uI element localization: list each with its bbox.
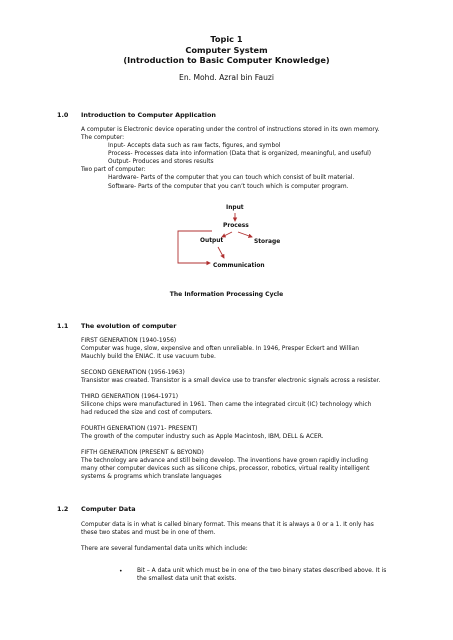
gen3-text-line2: had reduced the size and cost of computers. [81, 410, 213, 416]
gen1-text-line1: Computer was huge, slow, expensive and often unreliable. In 1946, Presper Eckert and Willian [81, 346, 359, 352]
gen4-text-line1: The growth of the computer industry such as Apple Macintosh, IBM, DELL & ACER. [81, 434, 324, 440]
gen5-text-line2: many other computer devices such as silicone chips, processor, robotics, virtual reality intelligent [81, 466, 370, 472]
diagram-storage-label: Storage [254, 239, 281, 245]
section-number-1-2: 1.2 [57, 505, 69, 513]
diagram-process-label: Process [223, 223, 249, 229]
gen1-text-line2: Mauchly build the ENIAC. It use vacuum tube. [81, 354, 216, 360]
author-name: En. Mohd. Azral bin Fauzi [179, 73, 274, 82]
gen2-text-line1: Transistor was created. Transistor is a small device use to transfer electronic signals across a resister. [81, 378, 381, 384]
process-to-output-arrow [222, 232, 232, 237]
section-title-1-1: The evolution of computer [81, 322, 177, 330]
gen1-heading: FIRST GENERATION (1940-1956) [81, 338, 177, 344]
diagram-caption: The Information Processing Cycle [169, 291, 284, 298]
intro-paragraph: A computer is Electronic device operating under the control of instructions stored in its own memory. [81, 127, 380, 133]
two-parts-label: Two part of computer: [81, 167, 146, 173]
gen4-heading: FOURTH GENERATION (1971- PRESENT) [81, 426, 198, 432]
output-to-communication-arrow [218, 247, 224, 258]
section-number-1-0: 1.0 [57, 111, 69, 119]
process-definition: Process- Processes data into information (Data that is organized, meaningful, and useful) [108, 151, 372, 157]
document-subtitle: (Introduction to Basic Computer Knowledge) [123, 55, 330, 65]
document-title: Computer System [185, 44, 268, 55]
software-definition: Software- Parts of the computer that you can’t touch which is computer program. [108, 184, 349, 190]
feedback-loop-arrow [178, 231, 212, 263]
data-units-intro: There are several fundamental data units which include: [81, 546, 248, 552]
title-block [0, 34, 453, 66]
the-computer-label: The computer: [81, 135, 125, 141]
diagram-input-label: Input [226, 205, 244, 211]
section-number-1-1: 1.1 [57, 322, 69, 330]
gen3-text-line1: Silicone chips were manufactured in 1961. Then came the integrated circuit (IC) technology which [81, 402, 372, 408]
bit-definition-line1: Bit – A data unit which must be in one of the two binary states described above. It is [137, 568, 387, 574]
binary-paragraph-line1: Computer data is in what is called binary format. This means that it is always a 0 or a 1. It only has [81, 522, 374, 528]
bullet-icon: • [119, 568, 123, 575]
process-to-storage-arrow [238, 232, 252, 237]
information-processing-cycle-diagram [170, 203, 290, 283]
gen5-text-line3: systems & programs which translate languages [81, 474, 222, 480]
hardware-definition: Hardware- Parts of the computer that you can touch which consist of built material. [108, 175, 355, 181]
input-definition: Input- Accepts data such as raw facts, figures, and symbol [108, 143, 281, 149]
topic-number: Topic 1 [210, 34, 243, 44]
diagram-output-label: Output [200, 238, 224, 244]
gen3-heading: THIRD GENERATION (1964-1971) [81, 394, 179, 400]
diagram-communication-label: Communication [213, 263, 265, 269]
gen5-heading: FIFTH GENERATION (PRESENT & BEYOND) [81, 450, 204, 456]
section-title-1-0: Introduction to Computer Application [81, 111, 216, 119]
section-title-1-2: Computer Data [81, 505, 136, 513]
bit-definition-line2: the smallest data unit that exists. [137, 576, 237, 582]
binary-paragraph-line2: these two states and must be in one of them. [81, 530, 216, 536]
output-definition: Output- Produces and stores results [108, 159, 214, 165]
gen2-heading: SECOND GENERATION (1956-1963) [81, 370, 185, 376]
gen5-text-line1: The technology are advance and still being develop. The inventions have grown rapidly including [81, 458, 369, 464]
